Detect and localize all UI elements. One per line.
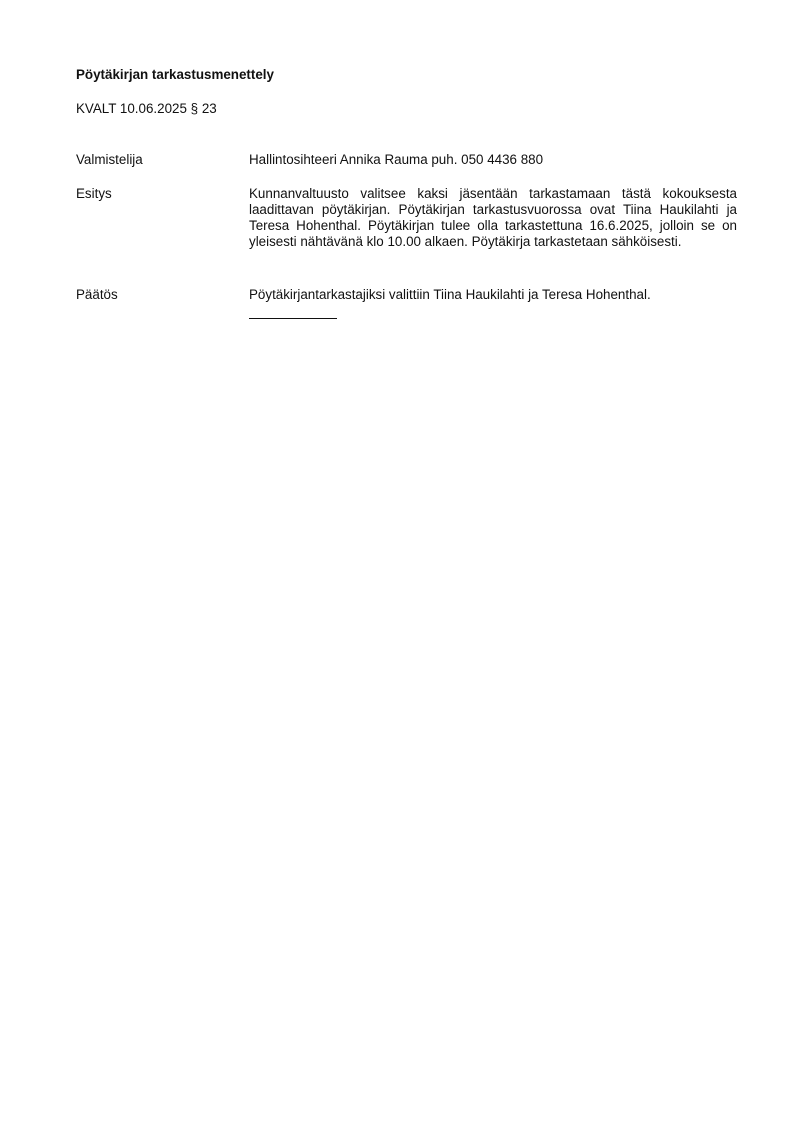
row-label-paatos: Päätös <box>76 287 118 302</box>
row-content-paatos: Pöytäkirjantarkastajiksi valittiin Tiina Haukilahti ja Teresa Hohenthal. <box>249 287 651 302</box>
row-label-valmistelija: Valmistelija <box>76 152 143 167</box>
row-content-valmistelija: Hallintosihteeri Annika Rauma puh. 050 4436 880 <box>249 152 544 167</box>
row-label-esitys: Esitys <box>76 186 112 201</box>
row-content-esitys: Kunnanvaltuusto valitsee kaksi jäsentään tarkastamaan tästä kokouksesta laadittavan pöytäkirjan. Pöytäkirjan tarkastusvuorossa ovat Tiina Haukilahti ja Teresa Hohenthal. Pöytäkirjan tulee olla tarkastettuna 16.6.2025, jolloin se on yleisesti nähtävänä klo 10.00 alkaen. Pöytäkirja tarkastetaan sähköisesti. <box>249 186 737 249</box>
meeting-reference: KVALT 10.06.2025 § 23 <box>76 101 217 116</box>
document-title: Pöytäkirjan tarkastusmenettely <box>76 67 274 82</box>
closing-divider <box>249 318 337 319</box>
